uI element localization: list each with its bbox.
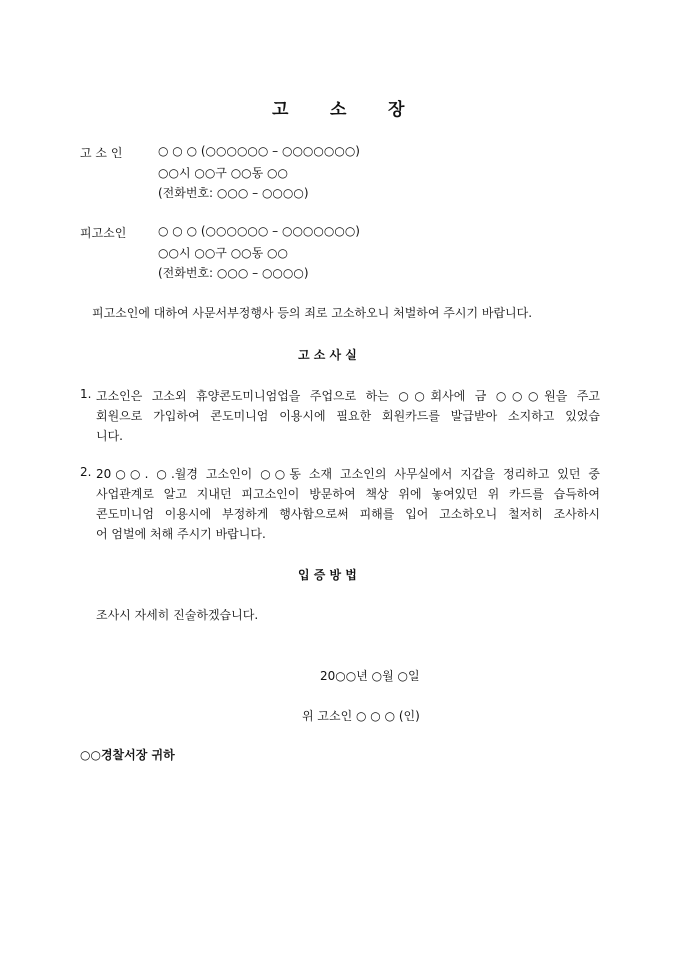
fact-2-number: 2. bbox=[80, 465, 92, 479]
fact-2-line-2: 사업관계로 알고 지내던 피고소인이 방문하여 책상 위에 놓여있던 위 카드를 습득하여 bbox=[96, 487, 600, 501]
filing-date: 20○○년 ○월 ○일 bbox=[320, 669, 420, 683]
accused-address: ○○시 ○○구 ○○동 ○○ bbox=[158, 246, 288, 260]
fact-1-line-2: 회원으로 가입하여 콘도미니엄 이용시에 필요한 회원카드를 발급받아 소지하고 있었습 bbox=[96, 409, 600, 423]
fact-1-line-1: 고소인은 고소외 휴양콘도미니엄업을 주업으로 하는 ○○회사에 금 ○○○원을 주고 bbox=[96, 389, 600, 403]
evidence-text: 조사시 자세히 진술하겠습니다. bbox=[96, 608, 259, 622]
accused-phone: (전화번호: ○○○ – ○○○○) bbox=[158, 266, 309, 280]
fact-1-number: 1. bbox=[80, 387, 92, 401]
facts-heading: 고 소 사 실 bbox=[298, 348, 357, 362]
fact-2-line-3: 콘도미니엄 이용시에 부정하게 행사함으로써 피해를 입어 고소하오니 철저히 조사하시 bbox=[96, 507, 600, 521]
complainant-phone: (전화번호: ○○○ – ○○○○) bbox=[158, 186, 309, 200]
intro-paragraph: 피고소인에 대하여 사문서부정행사 등의 죄로 고소하오니 처벌하여 주시기 바랍니다. bbox=[92, 306, 533, 320]
fact-2-line-1: 20○○. ○.월경 고소인이 ○○동 소재 고소인의 사무실에서 지갑을 정리하고 있던 중 bbox=[96, 467, 600, 481]
fact-2-line-4: 어 엄벌에 처해 주시기 바랍니다. bbox=[96, 527, 266, 541]
accused-name-line: ○ ○ ○ (○○○○○○ – ○○○○○○○) bbox=[158, 224, 360, 238]
complainant-address: ○○시 ○○구 ○○동 ○○ bbox=[158, 166, 288, 180]
accused-label: 피고소인 bbox=[80, 226, 127, 240]
title-char-3: 장 bbox=[388, 100, 405, 120]
complainant-label: 고 소 인 bbox=[80, 146, 123, 160]
title-char-1: 고 bbox=[272, 100, 289, 120]
document-title bbox=[0, 95, 680, 119]
addressee: ○○경찰서장 귀하 bbox=[80, 748, 175, 762]
signature-line: 위 고소인 ○ ○ ○ (인) bbox=[302, 709, 420, 723]
evidence-heading: 입 증 방 법 bbox=[298, 568, 357, 582]
complainant-name-line: ○ ○ ○ (○○○○○○ – ○○○○○○○) bbox=[158, 144, 360, 158]
fact-1-line-3: 니다. bbox=[96, 429, 123, 443]
title-char-2: 소 bbox=[330, 100, 347, 120]
